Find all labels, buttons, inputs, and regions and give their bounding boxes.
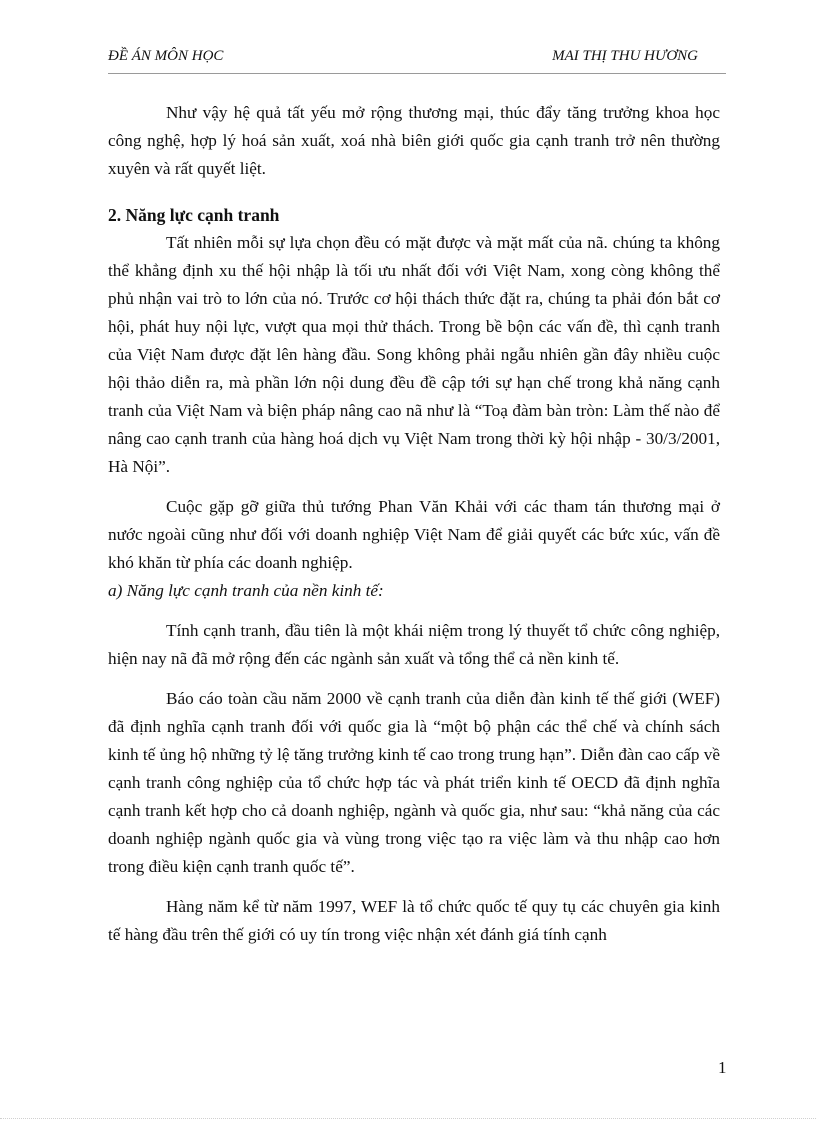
paragraph-3: Tính cạnh tranh, đầu tiên là một khái niệm trong lý thuyết tổ chức công nghiệp, hiện nay nã đã mở rộng đến các ngành sản xuất và tổng thể cả nền kinh tế. bbox=[108, 621, 720, 668]
header-author-name: MAI THỊ THU HƯƠNG bbox=[552, 48, 698, 64]
document-body bbox=[108, 99, 720, 949]
paragraph-4: Báo cáo toàn cầu năm 2000 về cạnh tranh của diễn đàn kinh tế thế giới (WEF) đã định nghĩa cạnh tranh đối với quốc gia là “một bộ phận các thể chế và chính sách kinh tế ủng hộ những tỷ lệ tăng trưởng kinh tế cao trong trung hạn”. Diễn đàn cao cấp về cạnh tranh công nghiệp của tổ chức hợp tác và phát triển kinh tế OECD đã định nghĩa cạnh tranh kết hợp cho cả doanh nghiệp, ngành và quốc gia, như sau: “khả năng của các doanh nghiệp ngành quốc gia và vùng trong việc tạo ra việc làm và thu nhập cao hơn trong điều kiện cạnh tranh quốc tế”. bbox=[108, 689, 720, 876]
page-bottom-border bbox=[0, 1118, 816, 1119]
page-header bbox=[108, 46, 698, 70]
header-divider bbox=[108, 73, 726, 74]
paragraph-2: Cuộc gặp gỡ giữa thủ tướng Phan Văn Khải với các tham tán thương mại ở nước ngoài cũng như đối với doanh nghiệp Việt Nam để giải quyết các bức xúc, vấn đề khó khăn từ phía các doanh nghiệp. bbox=[108, 497, 720, 572]
intro-paragraph: Như vậy hệ quả tất yếu mở rộng thương mại, thúc đẩy tăng trưởng khoa học công nghệ, hợp lý hoá sản xuất, xoá nhà biên giới quốc gia cạnh tranh trở nên thường xuyên và rất quyết liệt. bbox=[108, 103, 720, 178]
paragraph-1: Tất nhiên mỗi sự lựa chọn đều có mặt được và mặt mất của nã. chúng ta không thể khẳng định xu thế hội nhập là tối ưu nhất đối với Việt Nam, xong còng không thể phủ nhận vai trò to lớn của nó. Trước cơ hội thách thức đặt ra, chúng ta phải đón bắt cơ hội, phát huy nội lực, vượt qua mọi thử thách. Trong bề bộn các vấn đề, thì cạnh tranh của Việt Nam được đặt lên hàng đầu. Song không phải ngẫu nhiên gần đây nhiều cuộc hội thảo diễn ra, mà phần lớn nội dung đều đề cập tới sự hạn chế trong khả năng cạnh tranh của Việt Nam và biện pháp nâng cao nã như là “Toạ đàm bàn tròn: Làm thế nào để nâng cao cạnh tranh của hàng hoá dịch vụ Việt Nam trong thời kỳ hội nhập - 30/3/2001, Hà Nội”. bbox=[108, 233, 720, 476]
section-heading: 2. Năng lực cạnh tranh bbox=[108, 205, 280, 225]
subsection-heading: a) Năng lực cạnh tranh của nền kinh tế: bbox=[108, 581, 384, 600]
page-number: 1 bbox=[718, 1058, 727, 1077]
header-course-title: ĐỀ ÁN MÔN HỌC bbox=[108, 48, 224, 64]
paragraph-5: Hàng năm kể từ năm 1997, WEF là tổ chức quốc tế quy tụ các chuyên gia kinh tế hàng đầu trên thế giới có uy tín trong việc nhận xét đánh giá tính cạnh bbox=[108, 897, 720, 944]
